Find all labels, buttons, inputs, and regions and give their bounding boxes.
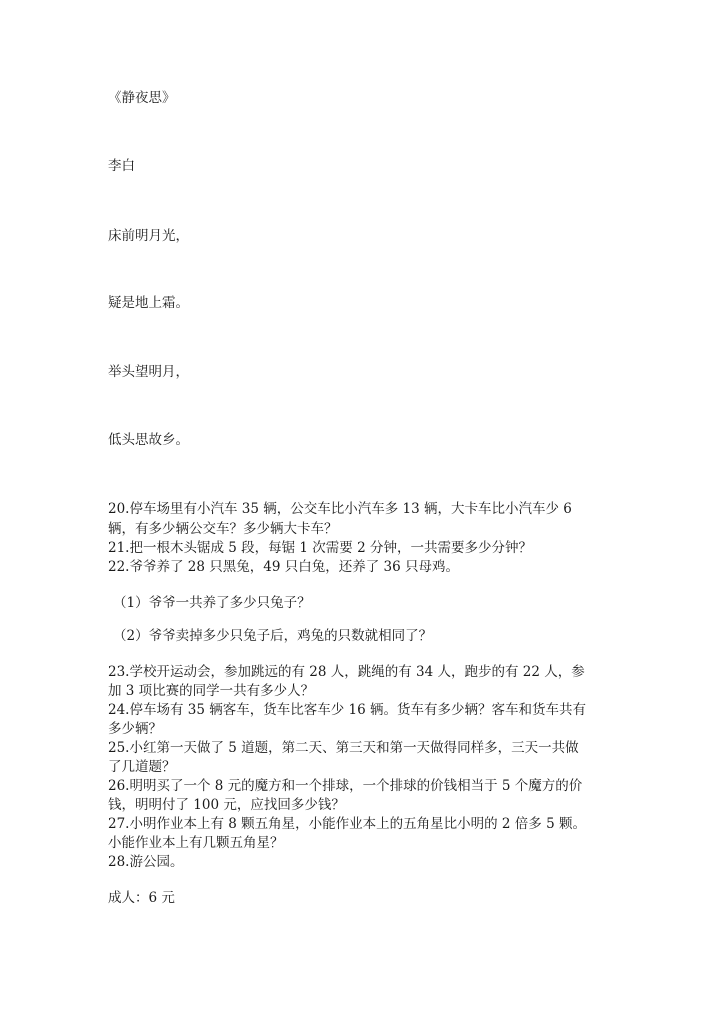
poem-author: 李白 — [108, 158, 135, 174]
price-adult: 成人：6 元 — [108, 890, 175, 906]
problem-28: 28.游公园。 — [108, 854, 184, 870]
problem-20-line-1: 20.停车场里有小汽车 35 辆，公交车比小汽车多 13 辆，大卡车比小汽车少 6 — [108, 501, 572, 517]
problem-24-line-1: 24.停车场有 35 辆客车，货车比客车少 16 辆。货车有多少辆？客车和货车共有 — [108, 702, 586, 718]
problem-27-line-1: 27.小明作业本上有 8 颗五角星，小能作业本上的五角星比小明的 2 倍多 5 颗。 — [108, 816, 586, 832]
problem-27-line-2: 小能作业本上有几颗五角星？ — [108, 835, 284, 851]
problem-24-line-2: 多少辆？ — [108, 721, 162, 737]
poem-line-4: 低头思故乡。 — [108, 432, 189, 448]
problem-25-line-2: 了几道题？ — [108, 759, 176, 775]
poem-line-1: 床前明月光， — [108, 228, 189, 244]
poem-line-3: 举头望明月， — [108, 364, 189, 380]
poem-title: 《静夜思》 — [108, 90, 176, 106]
problem-22-sub-2: （2）爷爷卖掉多少只兔子后，鸡兔的只数就相同了？ — [113, 628, 433, 644]
problem-25-line-1: 25.小红第一天做了 5 道题，第二天、第三天和第一天做得同样多，三天一共做 — [108, 740, 579, 756]
problem-21: 21.把一根木头锯成 5 段，每锯 1 次需要 2 分钟，一共需要多少分钟？ — [108, 540, 532, 556]
problem-26-line-2: 钱，明明付了 100 元，应找回多少钱？ — [108, 797, 345, 813]
problem-22-sub-1: （1）爷爷一共养了多少只兔子？ — [113, 595, 311, 611]
problem-20-line-2: 辆，有多少辆公交车？多少辆大卡车？ — [108, 521, 338, 537]
problem-23-line-1: 23.学校开运动会，参加跳远的有 28 人，跳绳的有 34 人，跑步的有 22 人，参 — [108, 664, 585, 680]
poem-line-2: 疑是地上霜。 — [108, 295, 189, 311]
problem-22: 22.爷爷养了 28 只黑兔，49 只白兔，还养了 36 只母鸡。 — [108, 559, 459, 575]
problem-23-line-2: 加 3 项比赛的同学一共有多少人？ — [108, 683, 315, 699]
problem-26-line-1: 26.明明买了一个 8 元的魔方和一个排球，一个排球的价钱相当于 5 个魔方的价 — [108, 778, 583, 794]
